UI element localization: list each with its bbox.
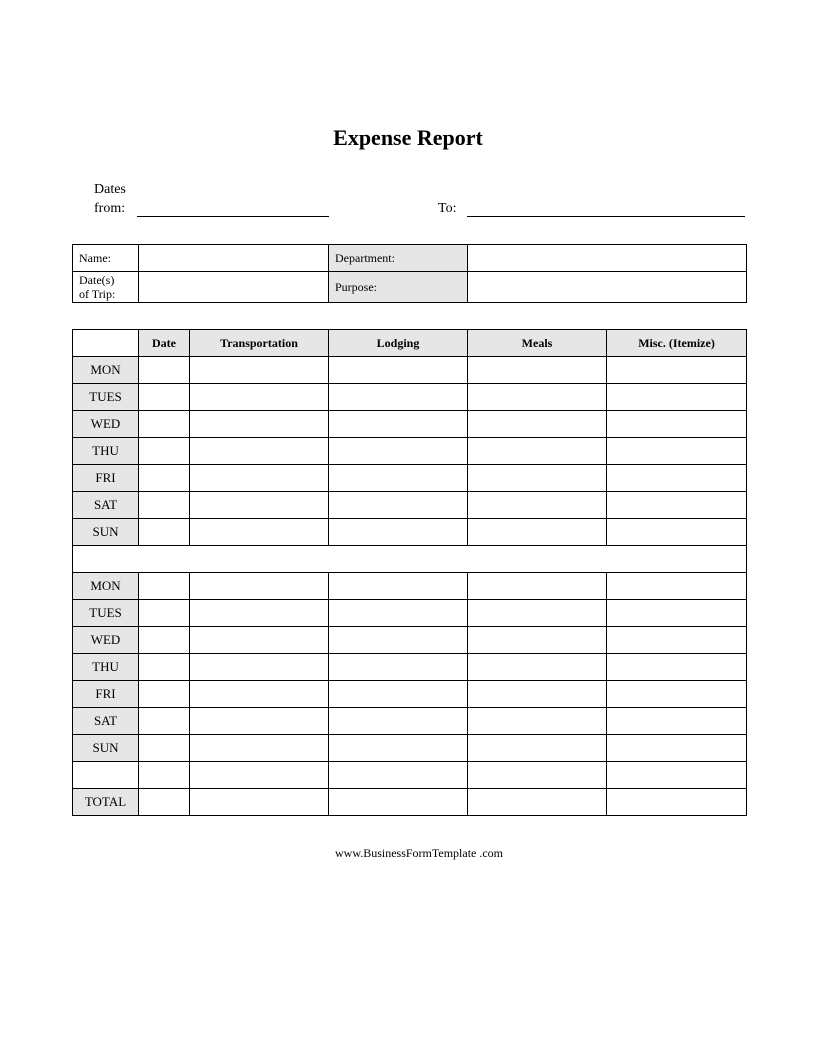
lodging-cell[interactable] <box>329 411 468 438</box>
misc-cell[interactable] <box>607 411 747 438</box>
transportation-cell[interactable] <box>190 519 329 546</box>
misc-cell[interactable] <box>607 627 747 654</box>
info-table <box>72 244 747 303</box>
day-label: FRI <box>73 465 139 492</box>
header-date: Date <box>139 330 190 357</box>
date-cell[interactable] <box>139 438 190 465</box>
dates-label-line2: from: <box>94 201 126 216</box>
department-label: Department: <box>329 245 468 272</box>
table-row <box>73 654 747 681</box>
day-label: WED <box>73 627 139 654</box>
date-cell[interactable] <box>139 762 190 789</box>
lodging-cell[interactable] <box>329 627 468 654</box>
day-label: TUES <box>73 384 139 411</box>
lodging-cell[interactable] <box>329 681 468 708</box>
date-cell[interactable] <box>139 600 190 627</box>
date-cell[interactable] <box>139 708 190 735</box>
meals-cell[interactable] <box>468 600 607 627</box>
header-meals: Meals <box>468 330 607 357</box>
dates-from-field[interactable] <box>137 216 329 217</box>
table-row <box>73 411 747 438</box>
misc-cell[interactable] <box>607 735 747 762</box>
total-meals-cell[interactable] <box>468 789 607 816</box>
table-row <box>73 465 747 492</box>
date-cell[interactable] <box>139 357 190 384</box>
lodging-cell[interactable] <box>329 654 468 681</box>
transportation-cell[interactable] <box>190 654 329 681</box>
dates-from-label <box>94 180 126 218</box>
transportation-cell[interactable] <box>190 492 329 519</box>
total-transportation-cell[interactable] <box>190 789 329 816</box>
day-label: SAT <box>73 708 139 735</box>
table-row <box>73 681 747 708</box>
misc-cell[interactable] <box>607 519 747 546</box>
header-corner <box>73 330 139 357</box>
name-field[interactable] <box>139 245 329 272</box>
dates-of-trip-line1: Date(s) <box>79 273 115 287</box>
date-cell[interactable] <box>139 492 190 519</box>
dates-to-field[interactable] <box>467 216 745 217</box>
misc-cell[interactable] <box>607 681 747 708</box>
lodging-cell[interactable] <box>329 384 468 411</box>
lodging-cell[interactable] <box>329 519 468 546</box>
lodging-cell[interactable] <box>329 708 468 735</box>
table-row <box>73 627 747 654</box>
transportation-cell[interactable] <box>190 627 329 654</box>
lodging-cell[interactable] <box>329 465 468 492</box>
total-row <box>73 789 747 816</box>
meals-cell[interactable] <box>468 627 607 654</box>
purpose-field[interactable] <box>468 272 747 303</box>
lodging-cell[interactable] <box>329 357 468 384</box>
misc-cell[interactable] <box>607 762 747 789</box>
date-cell[interactable] <box>139 519 190 546</box>
purpose-label: Purpose: <box>329 272 468 303</box>
table-row <box>73 438 747 465</box>
date-cell[interactable] <box>139 465 190 492</box>
table-row <box>73 600 747 627</box>
total-label: TOTAL <box>73 789 139 816</box>
misc-cell[interactable] <box>607 438 747 465</box>
misc-cell[interactable] <box>607 357 747 384</box>
lodging-cell[interactable] <box>329 735 468 762</box>
misc-cell[interactable] <box>607 708 747 735</box>
table-row <box>73 573 747 600</box>
misc-cell[interactable] <box>607 465 747 492</box>
date-cell[interactable] <box>139 681 190 708</box>
dates-of-trip-field[interactable] <box>139 272 329 303</box>
dates-label-line1: Dates <box>94 182 126 197</box>
transportation-cell[interactable] <box>190 681 329 708</box>
lodging-cell[interactable] <box>329 600 468 627</box>
table-row <box>73 708 747 735</box>
lodging-cell[interactable] <box>329 492 468 519</box>
department-field[interactable] <box>468 245 747 272</box>
transportation-cell[interactable] <box>190 762 329 789</box>
lodging-cell[interactable] <box>329 438 468 465</box>
date-cell[interactable] <box>139 384 190 411</box>
total-misc-cell[interactable] <box>607 789 747 816</box>
lodging-cell[interactable] <box>329 573 468 600</box>
misc-cell[interactable] <box>607 573 747 600</box>
meals-cell[interactable] <box>468 519 607 546</box>
day-label: SAT <box>73 492 139 519</box>
header-row <box>73 330 747 357</box>
day-label: THU <box>73 654 139 681</box>
total-lodging-cell[interactable] <box>329 789 468 816</box>
table-row <box>73 735 747 762</box>
week-separator-row <box>73 546 747 573</box>
header-lodging: Lodging <box>329 330 468 357</box>
date-cell[interactable] <box>139 654 190 681</box>
expense-table <box>72 329 747 816</box>
meals-cell[interactable] <box>468 438 607 465</box>
dates-to-label: To: <box>438 201 457 216</box>
transportation-cell[interactable] <box>190 357 329 384</box>
transportation-cell[interactable] <box>190 735 329 762</box>
day-label: SUN <box>73 519 139 546</box>
date-cell[interactable] <box>139 411 190 438</box>
misc-cell[interactable] <box>607 384 747 411</box>
day-label: FRI <box>73 681 139 708</box>
table-row <box>73 384 747 411</box>
footer-url: www.BusinessFormTemplate .com <box>334 846 504 860</box>
meals-cell[interactable] <box>468 681 607 708</box>
misc-cell[interactable] <box>607 600 747 627</box>
meals-cell[interactable] <box>468 735 607 762</box>
transportation-cell[interactable] <box>190 573 329 600</box>
transportation-cell[interactable] <box>190 438 329 465</box>
dates-of-trip-line2: of Trip: <box>79 287 116 301</box>
meals-cell[interactable] <box>468 708 607 735</box>
day-label: THU <box>73 438 139 465</box>
transportation-cell[interactable] <box>190 465 329 492</box>
total-date-cell[interactable] <box>139 789 190 816</box>
blank-label-cell <box>73 762 139 789</box>
meals-cell[interactable] <box>468 384 607 411</box>
transportation-cell[interactable] <box>190 600 329 627</box>
table-row <box>73 762 747 789</box>
meals-cell[interactable] <box>468 465 607 492</box>
transportation-cell[interactable] <box>190 411 329 438</box>
dates-of-trip-label <box>73 272 139 303</box>
name-label: Name: <box>73 245 139 272</box>
meals-cell[interactable] <box>468 654 607 681</box>
meals-cell[interactable] <box>468 411 607 438</box>
lodging-cell[interactable] <box>329 762 468 789</box>
week-separator <box>73 546 747 573</box>
transportation-cell[interactable] <box>190 384 329 411</box>
table-row <box>73 519 747 546</box>
meals-cell[interactable] <box>468 573 607 600</box>
date-cell[interactable] <box>139 627 190 654</box>
page-title: Expense Report <box>333 125 483 150</box>
day-label: MON <box>73 573 139 600</box>
date-cell[interactable] <box>139 573 190 600</box>
meals-cell[interactable] <box>468 357 607 384</box>
date-cell[interactable] <box>139 735 190 762</box>
misc-cell[interactable] <box>607 654 747 681</box>
table-row <box>73 492 747 519</box>
day-label: TUES <box>73 600 139 627</box>
misc-cell[interactable] <box>607 492 747 519</box>
meals-cell[interactable] <box>468 762 607 789</box>
meals-cell[interactable] <box>468 492 607 519</box>
header-misc: Misc. (Itemize) <box>607 330 747 357</box>
table-row <box>73 357 747 384</box>
transportation-cell[interactable] <box>190 708 329 735</box>
day-label: MON <box>73 357 139 384</box>
day-label: SUN <box>73 735 139 762</box>
day-label: WED <box>73 411 139 438</box>
header-transportation: Transportation <box>190 330 329 357</box>
